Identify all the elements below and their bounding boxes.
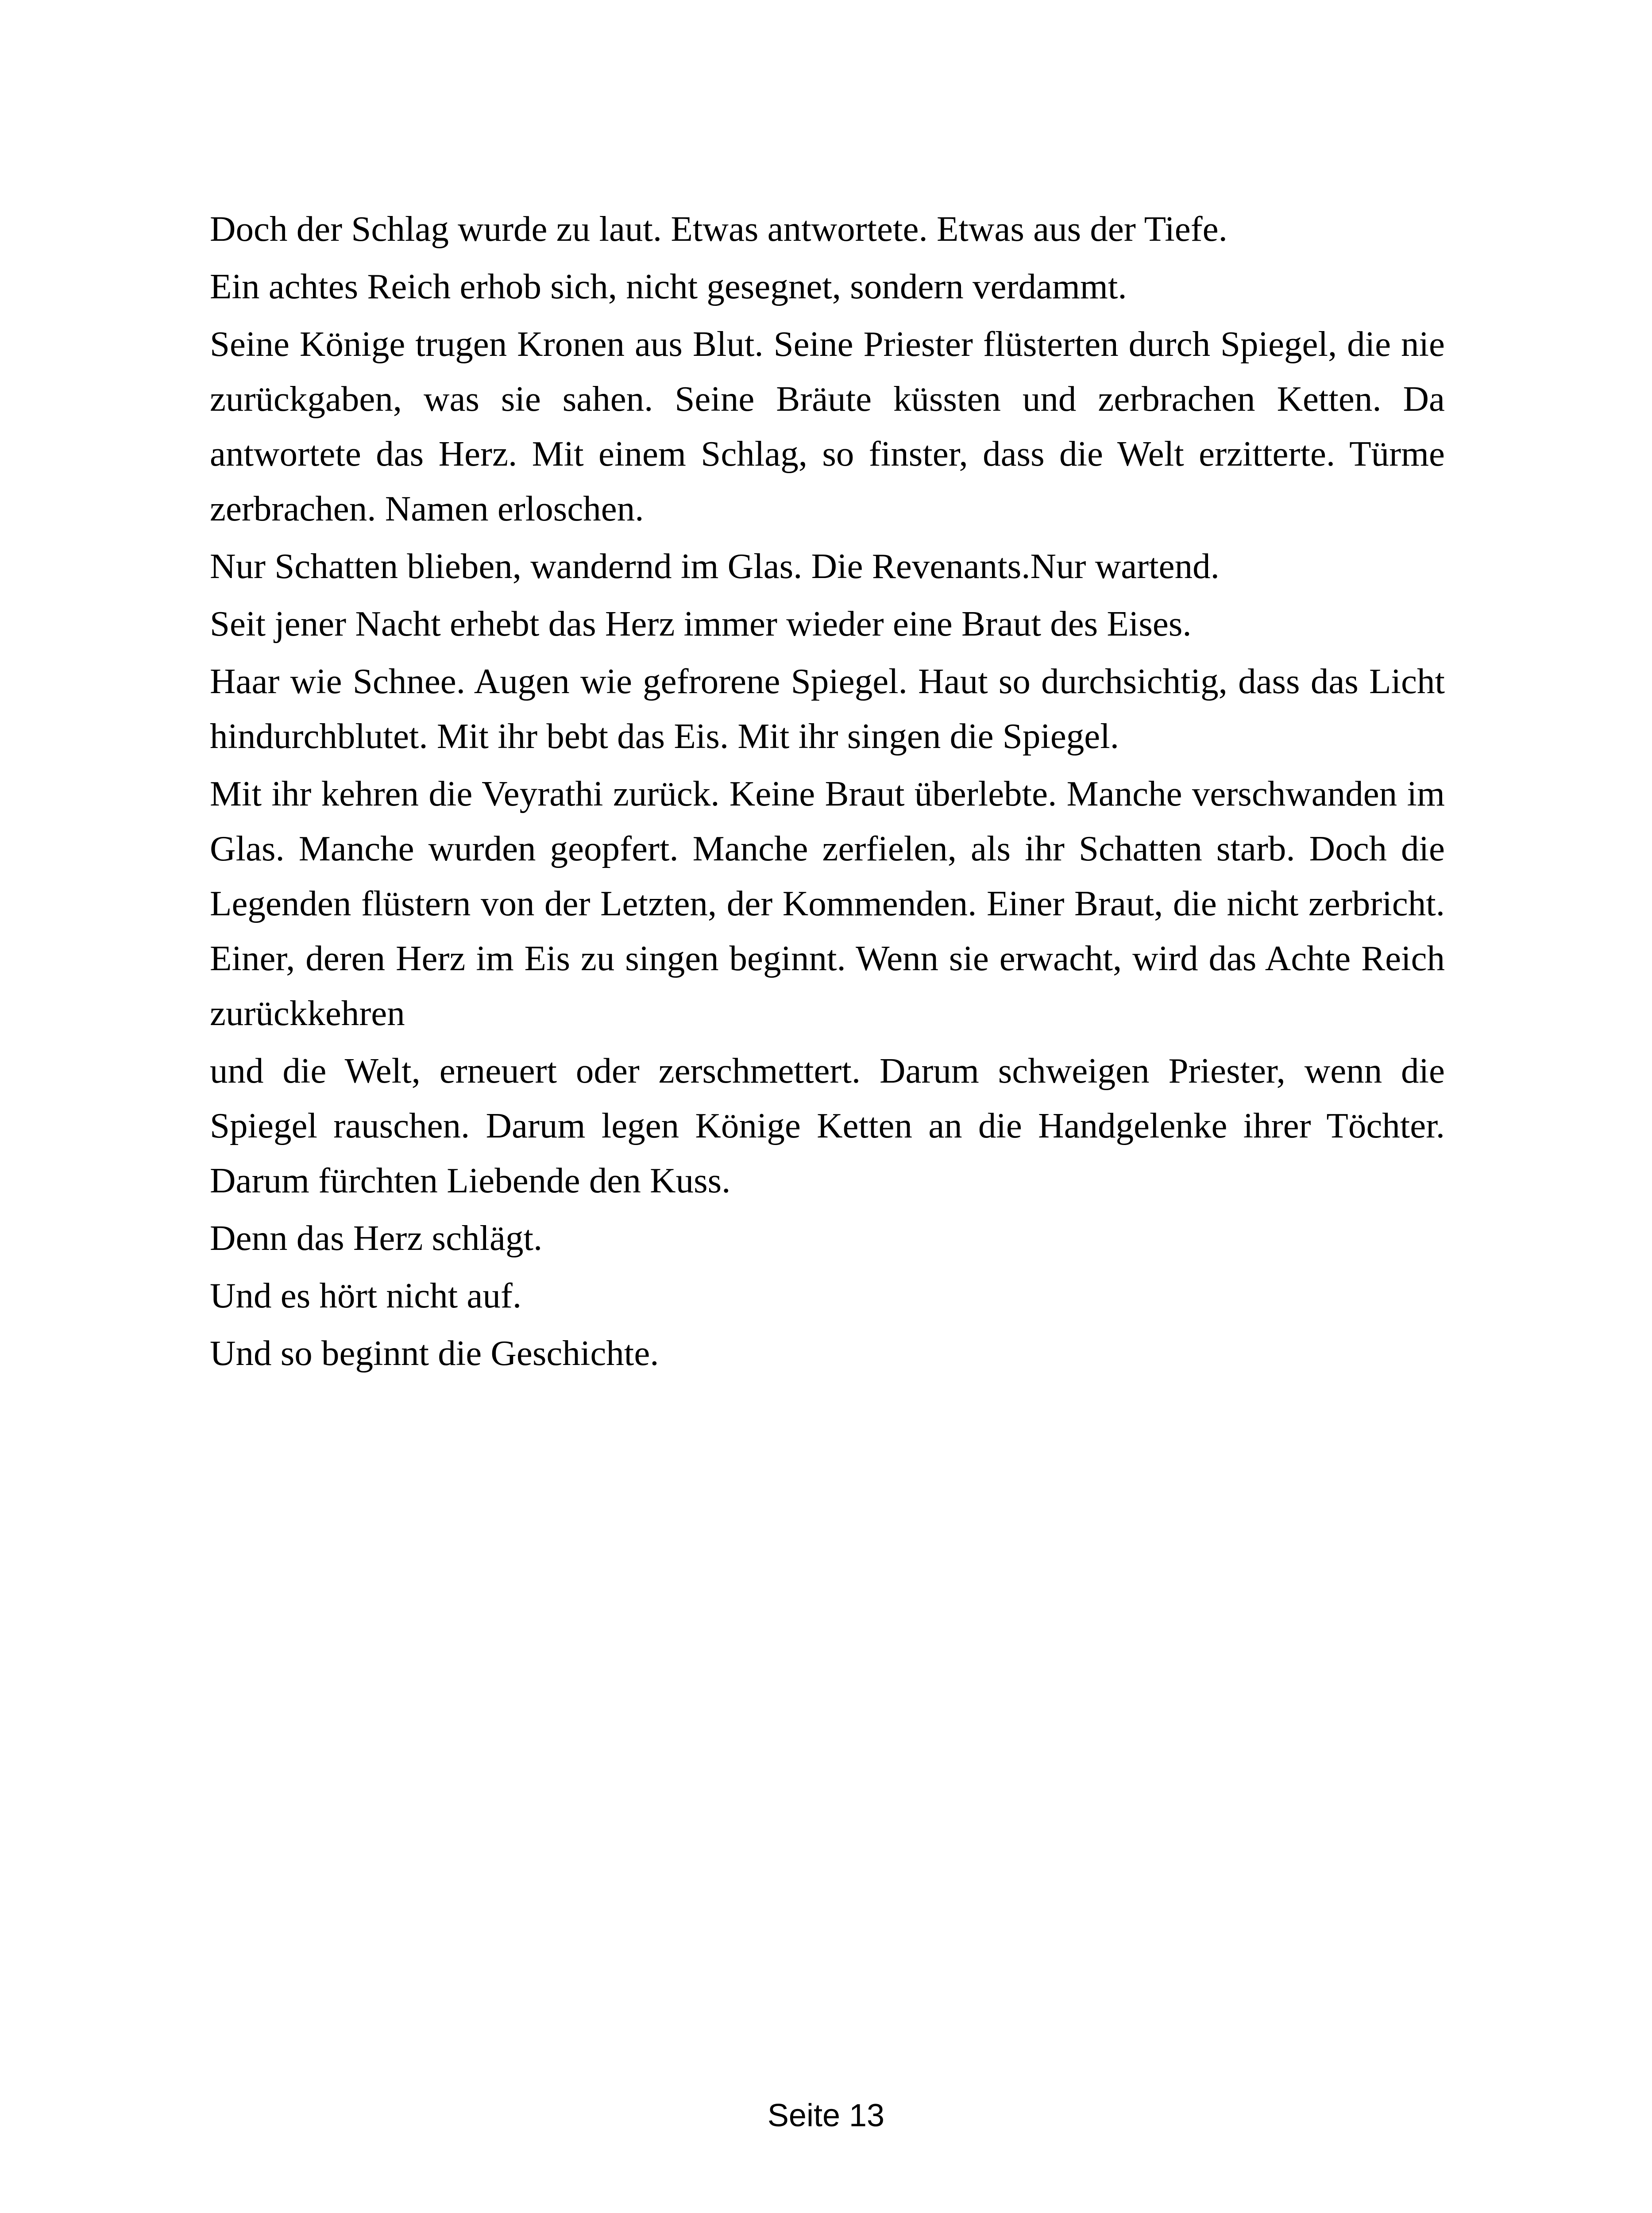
paragraph-4: Nur Schatten blieben, wandernd im Glas. Die Revenants.Nur wartend.	[210, 546, 1220, 586]
body-text	[210, 201, 1445, 1383]
paragraph-6: Haar wie Schnee. Augen wie gefrorene Spiegel. Haut so durchsichtig, dass das Licht hindurchblutet. Mit ihr bebt das Eis. Mit ihr singen die Spiegel.	[210, 661, 1445, 756]
paragraph-9: Denn das Herz schlägt.	[210, 1218, 543, 1258]
paragraph-2: Ein achtes Reich erhob sich, nicht gesegnet, sondern verdammt.	[210, 266, 1127, 306]
page-number: Seite 13	[767, 2098, 885, 2133]
paragraph-11: Und so beginnt die Geschichte.	[210, 1333, 659, 1373]
paragraph-1: Doch der Schlag wurde zu laut. Etwas antwortete. Etwas aus der Tiefe.	[210, 209, 1227, 249]
paragraph-8: und die Welt, erneuert oder zerschmettert. Darum schweigen Priester, wenn die Spiegel rauschen. Darum legen Könige Ketten an die Handgelenke ihrer Töchter. Darum fürchten Liebende den Kuss.	[210, 1051, 1445, 1200]
paragraph-7: Mit ihr kehren die Veyrathi zurück. Keine Braut überlebte. Manche verschwanden im Glas. Manche wurden geopfert. Manche zerfielen, als ihr Schatten starb. Doch die Legenden flüstern von der Letzten, der Kommenden. Einer Braut, die nicht zerbricht. Einer, deren Herz im Eis zu singen beginnt. Wenn sie erwacht, wird das Achte Reich zurückkehren	[210, 774, 1445, 1033]
paragraph-10: Und es hört nicht auf.	[210, 1276, 522, 1315]
paragraph-3: Seine Könige trugen Kronen aus Blut. Seine Priester flüsterten durch Spiegel, die nie zurückgaben, was sie sahen. Seine Bräute küssten und zerbrachen Ketten. Da antwortete das Herz. Mit einem Schlag, so finster, dass die Welt erzitterte. Türme zerbrachen. Namen erloschen.	[210, 324, 1445, 528]
paragraph-5: Seit jener Nacht erhebt das Herz immer wieder eine Braut des Eises.	[210, 604, 1192, 644]
